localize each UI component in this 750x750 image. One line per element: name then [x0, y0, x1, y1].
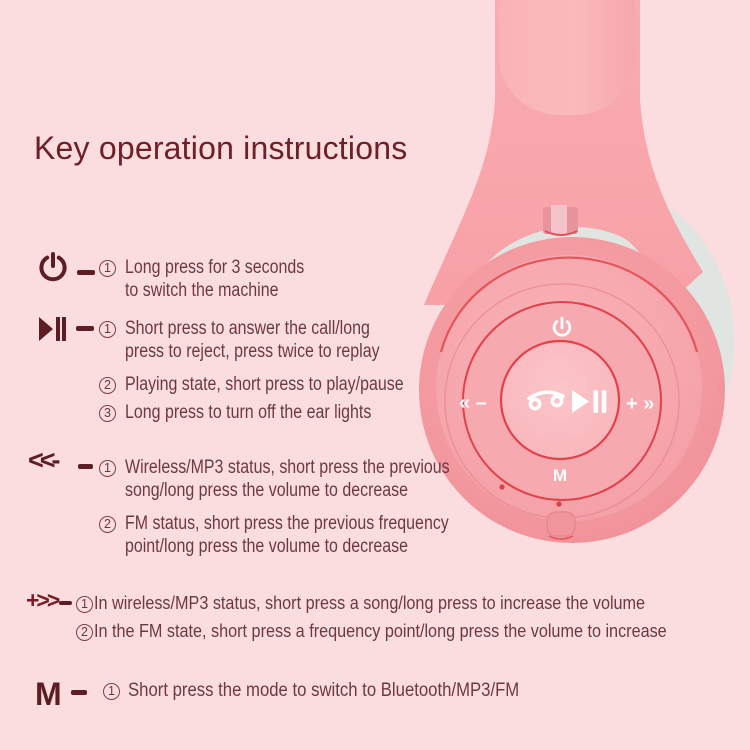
text-line: Long press for 3 seconds — [125, 257, 305, 278]
pad-previous-label: « – — [459, 392, 487, 414]
pad-mode-label: M — [552, 466, 568, 485]
numbered-badge: 1 — [99, 321, 116, 338]
instruction-text — [125, 402, 418, 425]
text-line: point/long press the volume to decrease — [125, 535, 409, 557]
text-line: Wireless/MP3 status, short press the previous — [125, 457, 450, 478]
dash-separator — [59, 601, 72, 605]
mode-icon: M — [35, 676, 62, 712]
numbered-badge: 3 — [99, 405, 116, 422]
numbered-badge: 1 — [99, 460, 116, 477]
text-line: press to reject, press twice to replay — [125, 340, 380, 362]
numbered-badge: 1 — [76, 596, 93, 613]
play-pause-icon — [39, 317, 66, 346]
text-line: In the FM state, short press a frequency point/long press the volume to increase — [94, 621, 667, 641]
instruction-text — [128, 680, 573, 703]
text-line: song/long press the volume to decrease — [125, 479, 409, 501]
text-line: Playing state, short press to play/pause — [125, 374, 404, 395]
text-line: Long press to turn off the ear lights — [125, 402, 372, 423]
instruction-text — [125, 257, 338, 302]
next-forward-icon: +>> — [26, 587, 58, 613]
text-line: to switch the machine — [125, 279, 279, 301]
text-line: Short press to answer the call/long — [125, 318, 370, 339]
instruction-text — [94, 592, 706, 615]
dash-separator — [71, 690, 87, 695]
page-title: Key operation instructions — [34, 130, 408, 166]
previous-rewind-icon: <<- — [28, 445, 57, 475]
numbered-badge: 2 — [76, 624, 93, 641]
pad-next-label: + » — [626, 393, 655, 415]
instruction-text — [125, 318, 428, 363]
text-line: In wireless/MP3 status, short press a song/long press to increase the volume — [94, 593, 646, 613]
text-line: Short press the mode to switch to Bluetooth/MP3/FM — [128, 680, 520, 701]
dash-separator — [77, 270, 95, 275]
dash-separator — [76, 326, 94, 331]
numbered-badge: 1 — [103, 683, 120, 700]
instruction-text — [94, 620, 730, 643]
instruction-text — [125, 457, 511, 502]
dash-separator — [78, 464, 93, 469]
text-line: FM status, short press the previous frequency — [125, 513, 449, 534]
numbered-badge: 1 — [99, 260, 116, 277]
power-icon — [38, 252, 68, 290]
instruction-text — [125, 374, 457, 397]
numbered-badge: 2 — [99, 516, 116, 533]
instruction-text — [125, 513, 510, 558]
numbered-badge: 2 — [99, 377, 116, 394]
